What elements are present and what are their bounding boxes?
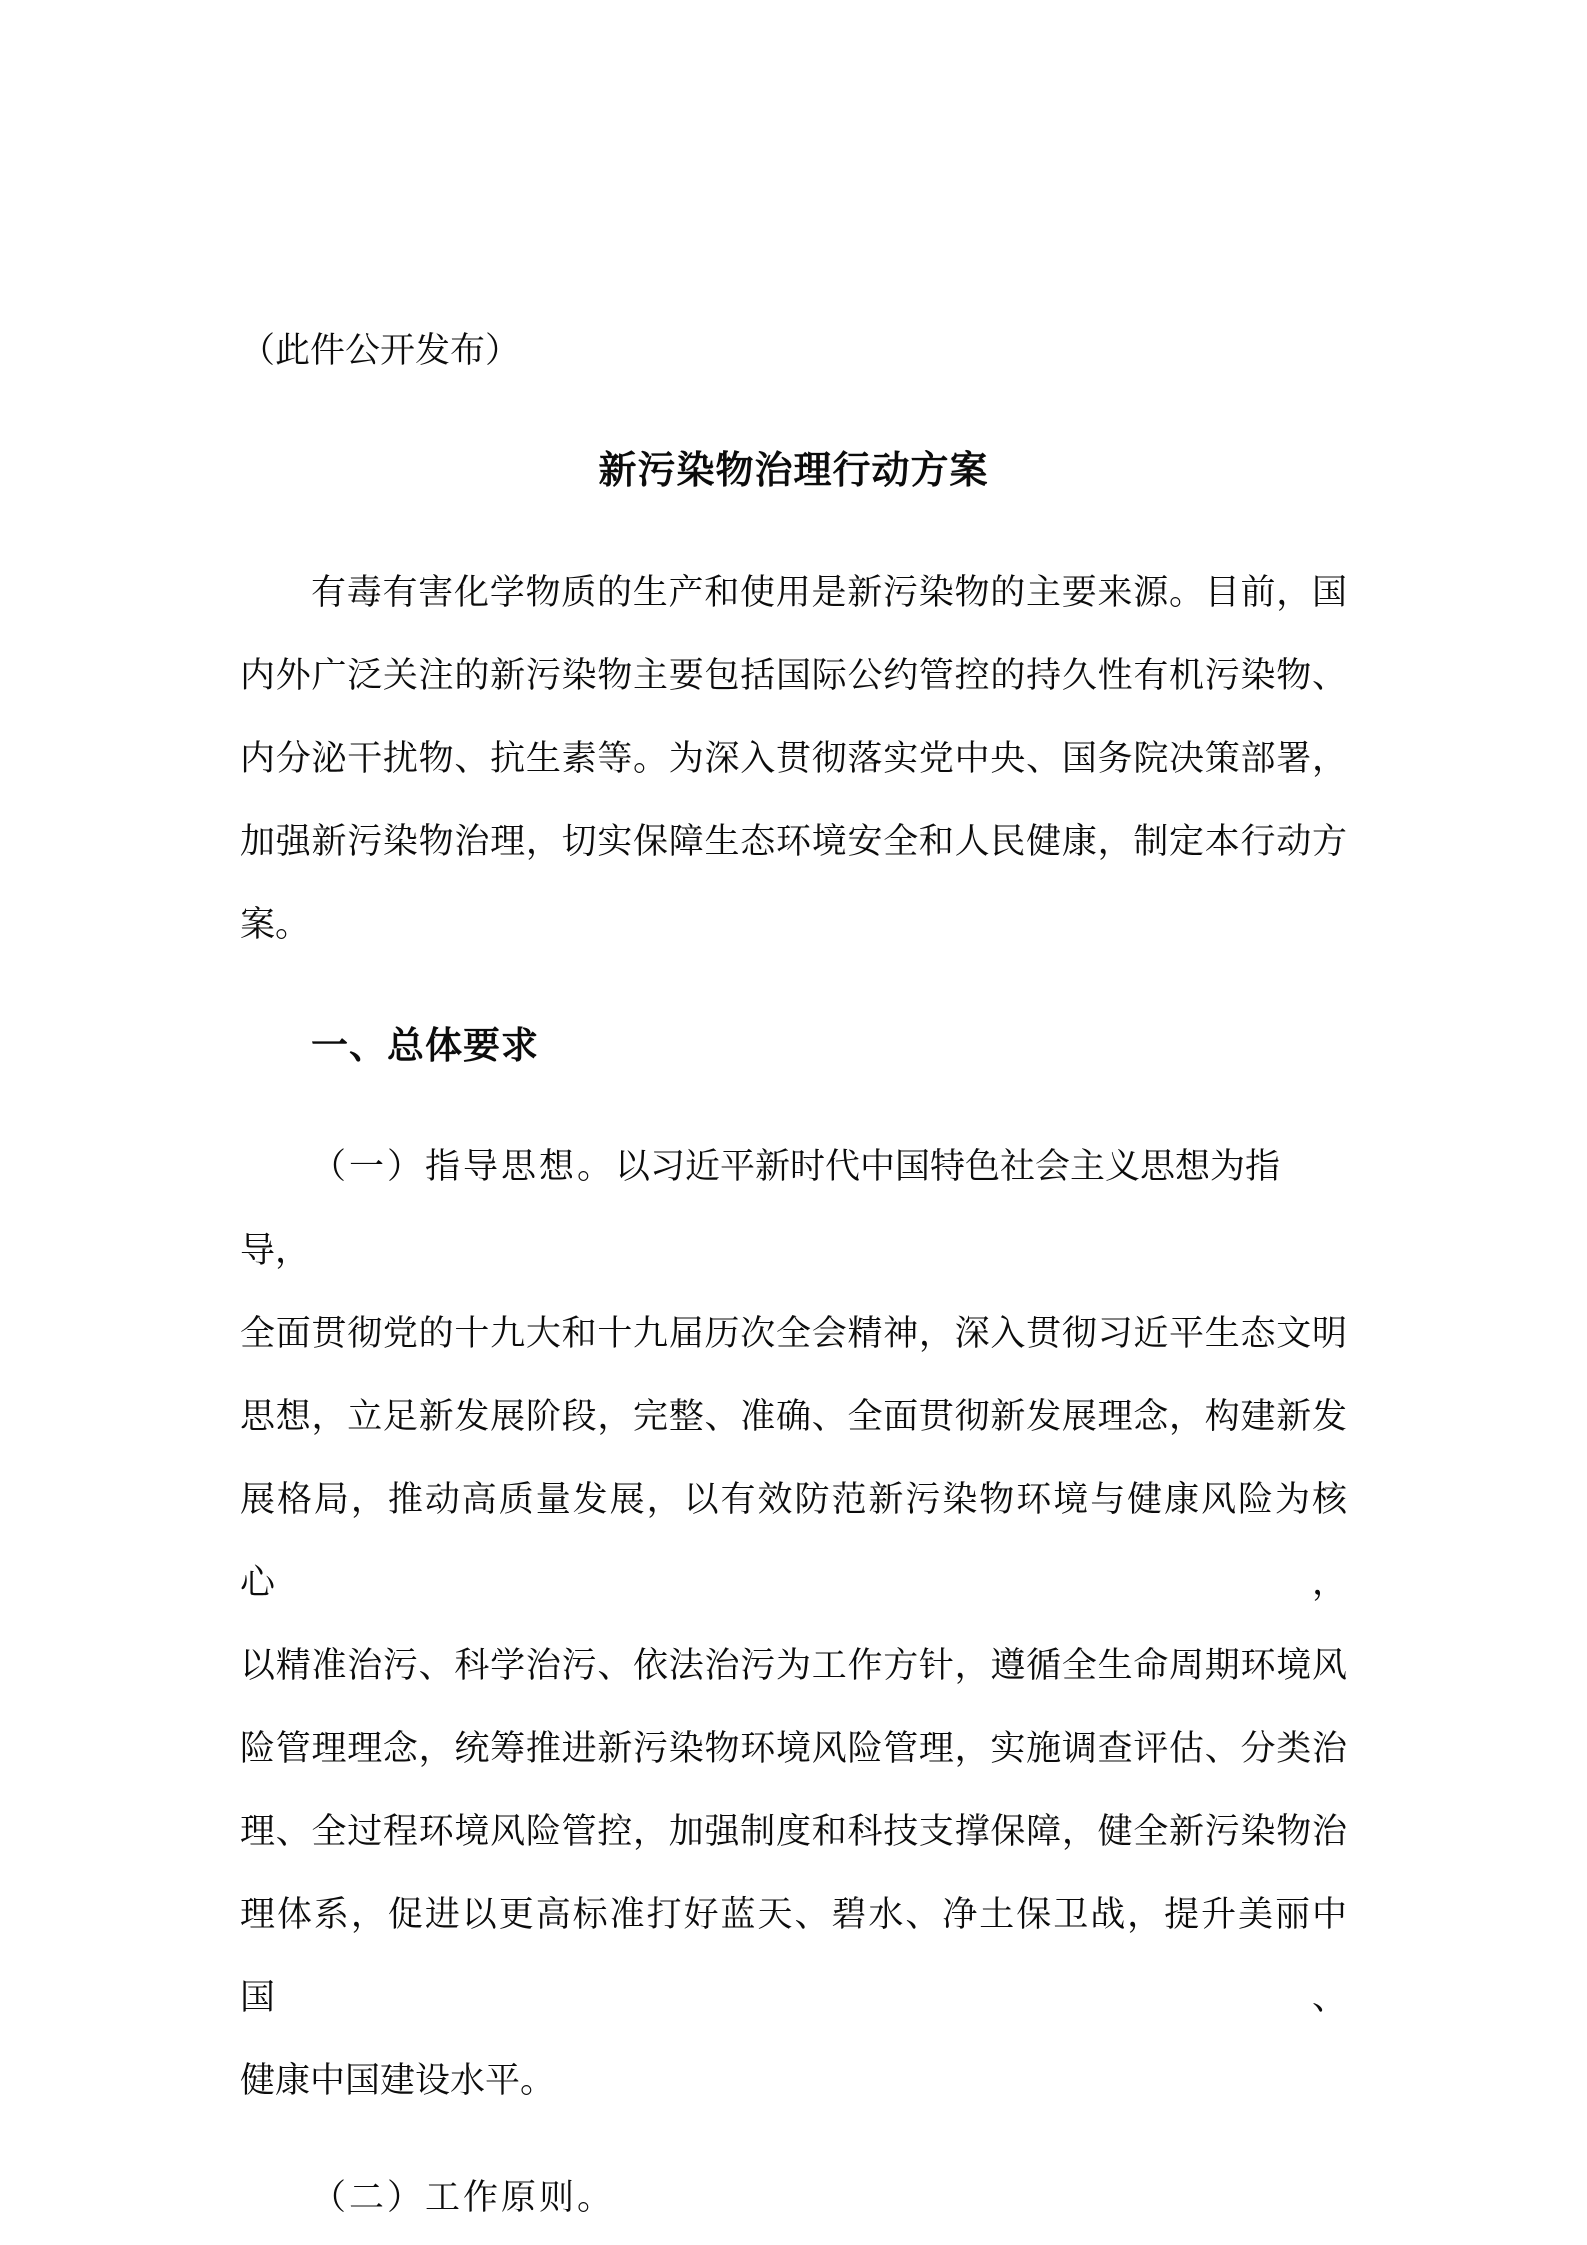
intro-line: 有毒有害化学物质的生产和使用是新污染物的主要来源。目前，国 <box>311 573 1347 612</box>
publication-note: （此件公开发布） <box>240 331 521 370</box>
document-content <box>240 309 1347 2240</box>
guiding-ideology-line: 展格局，推动高质量发展，以有效防范新污染物环境与健康风险为核心， <box>240 1480 1347 1602</box>
guiding-ideology-line: 险管理理念，统筹推进新污染物环境风险管理，实施调查评估、分类治 <box>240 1729 1347 1768</box>
guiding-ideology-line: 思想，立足新发展阶段，完整、准确、全面贯彻新发展理念，构建新发 <box>240 1397 1347 1436</box>
working-principles-lead: （二）工作原则。 <box>311 2178 616 2218</box>
guiding-ideology-line: 理体系，促进以更高标准打好蓝天、碧水、净土保卫战，提升美丽中国、 <box>240 1895 1347 2017</box>
guiding-ideology-lead: （一）指导思想。 <box>311 1147 616 1187</box>
guiding-ideology-first-line-rest: 以习近平新时代中国特色社会主义思想为指导， <box>240 1147 1281 1270</box>
document-title: 新污染物治理行动方案 <box>598 450 989 492</box>
guiding-ideology-line: 以精准治污、科学治污、依法治污为工作方针，遵循全生命周期环境风 <box>240 1646 1347 1685</box>
intro-line: 案。 <box>240 905 311 944</box>
guiding-ideology-paragraph <box>240 1125 1347 2122</box>
intro-line: 内外广泛关注的新污染物主要包括国际公约管控的持久性有机污染物、 <box>240 656 1347 695</box>
guiding-ideology-line: 健康中国建设水平。 <box>240 2061 556 2100</box>
guiding-ideology-line: 理、全过程环境风险管控，加强制度和科技支撑保障，健全新污染物治 <box>240 1812 1347 1851</box>
section-heading-overall-requirements: 一、总体要求 <box>311 1025 539 1066</box>
intro-paragraph <box>240 551 1347 966</box>
intro-line: 加强新污染物治理，切实保障生态环境安全和人民健康，制定本行动方 <box>240 822 1347 861</box>
guiding-ideology-first-line <box>240 1125 1347 1292</box>
guiding-ideology-line: 全面贯彻党的十九大和十九届历次全会精神，深入贯彻习近平生态文明 <box>240 1314 1347 1353</box>
intro-line: 内分泌干扰物、抗生素等。为深入贯彻落实党中央、国务院决策部署， <box>240 739 1347 778</box>
